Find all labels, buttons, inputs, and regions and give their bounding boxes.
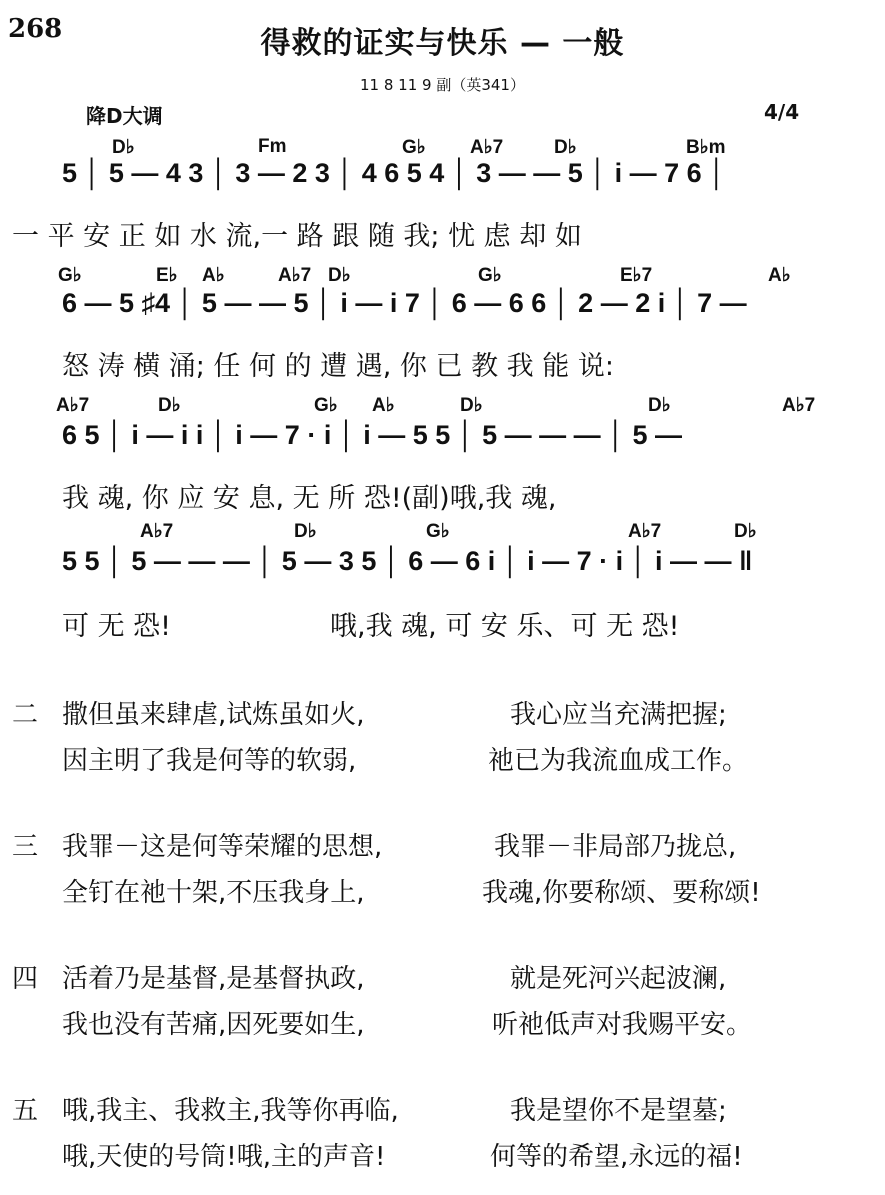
chord: D♭ [554,137,577,158]
chord: G♭ [426,521,450,542]
chord: E♭7 [620,265,653,286]
lyric-row: 哦,我 魂, 可 安 乐、可 无 恐! [330,611,680,642]
verse-text: 就是死河兴起波澜, [510,964,727,994]
chord: A♭7 [628,521,662,542]
chord: G♭ [402,137,426,158]
chord: Fm [258,136,287,157]
chord: G♭ [314,395,338,416]
chord: B♭m [686,137,726,158]
chord: D♭ [648,395,671,416]
verse-number: 四 [12,964,39,994]
chord: A♭7 [782,395,816,416]
verse-text: 因主明了我是何等的软弱, [62,746,357,776]
time-signature: 4/4 [764,100,800,124]
chord: A♭7 [140,521,174,542]
note-row: 5 5 │ 5 — — — │ 5 — 3 5 │ 6 — 6 i │ i — 7 · i │ i — — ‖ [62,546,753,576]
hymn-title: 得救的证实与快乐 — 一般 [260,26,625,61]
chord: D♭ [158,395,181,416]
note-row: 6 5 │ i — i i │ i — 7 · i │ i — 5 5 │ 5 — — — │ 5 — [62,420,683,450]
verse-text: 祂已为我流血成工作。 [488,746,749,776]
chord: A♭7 [278,265,312,286]
meter-line: 11 8 11 9 副（英341） [360,76,525,94]
verse-number: 三 [12,832,39,862]
verse-number: 五 [12,1096,39,1126]
verse-text: 我魂,你要称颂、要称颂! [482,878,761,908]
lyric-row: 可 无 恐! [62,611,171,642]
chord: A♭ [202,265,225,286]
verse-text: 我也没有苦痛,因死要如生, [62,1010,365,1040]
verse-text: 撒但虽来肆虐,试炼虽如火, [62,700,365,730]
verse-text: 我是望你不是望墓; [510,1096,727,1126]
lyric-row: 一 平 安 正 如 水 流,一 路 跟 随 我; 忧 虑 却 如 [12,221,582,252]
verse-text: 活着乃是基督,是基督执政, [62,964,365,994]
chord: A♭7 [470,137,504,158]
chord: G♭ [58,265,82,286]
verse-text: 我罪－非局部乃拢总, [494,832,737,862]
verse-text: 全钉在祂十架,不压我身上, [62,878,365,908]
note-row: 6 — 5 ♯4 │ 5 — — 5 │ i — i 7 │ 6 — 6 6 │ 2 — 2 i │ 7 — [62,288,747,318]
chord: D♭ [460,395,483,416]
chord: D♭ [328,265,351,286]
verse-text: 哦,天使的号筒!哦,主的声音! [62,1142,386,1172]
key-signature: 降D大调 [86,104,163,128]
note-row: 5 │ 5 — 4 3 │ 3 — 2 3 │ 4 6 5 4 │ 3 — — 5 │ i — 7 6 │ [62,158,727,188]
lyric-row: 怒 涛 横 涌; 任 何 的 遭 遇, 你 已 教 我 能 说: [62,351,614,382]
chord: D♭ [112,137,135,158]
verse-text: 我罪－这是何等荣耀的思想, [62,832,383,862]
chord: A♭7 [56,395,90,416]
verse-text: 哦,我主、我救主,我等你再临, [62,1096,399,1126]
verse-number: 二 [12,700,39,730]
lyric-row: 我 魂, 你 应 安 息, 无 所 恐!(副)哦,我 魂, [62,483,557,514]
chord: G♭ [478,265,502,286]
hymn-number: 268 [8,14,63,44]
chord: E♭ [156,265,178,286]
verse-text: 我心应当充满把握; [510,700,727,730]
chord: A♭ [372,395,395,416]
chord: A♭ [768,265,791,286]
chord: D♭ [734,521,757,542]
verse-text: 听祂低声对我赐平安。 [492,1010,753,1040]
chord: D♭ [294,521,317,542]
verse-text: 何等的希望,永远的福! [490,1142,743,1172]
